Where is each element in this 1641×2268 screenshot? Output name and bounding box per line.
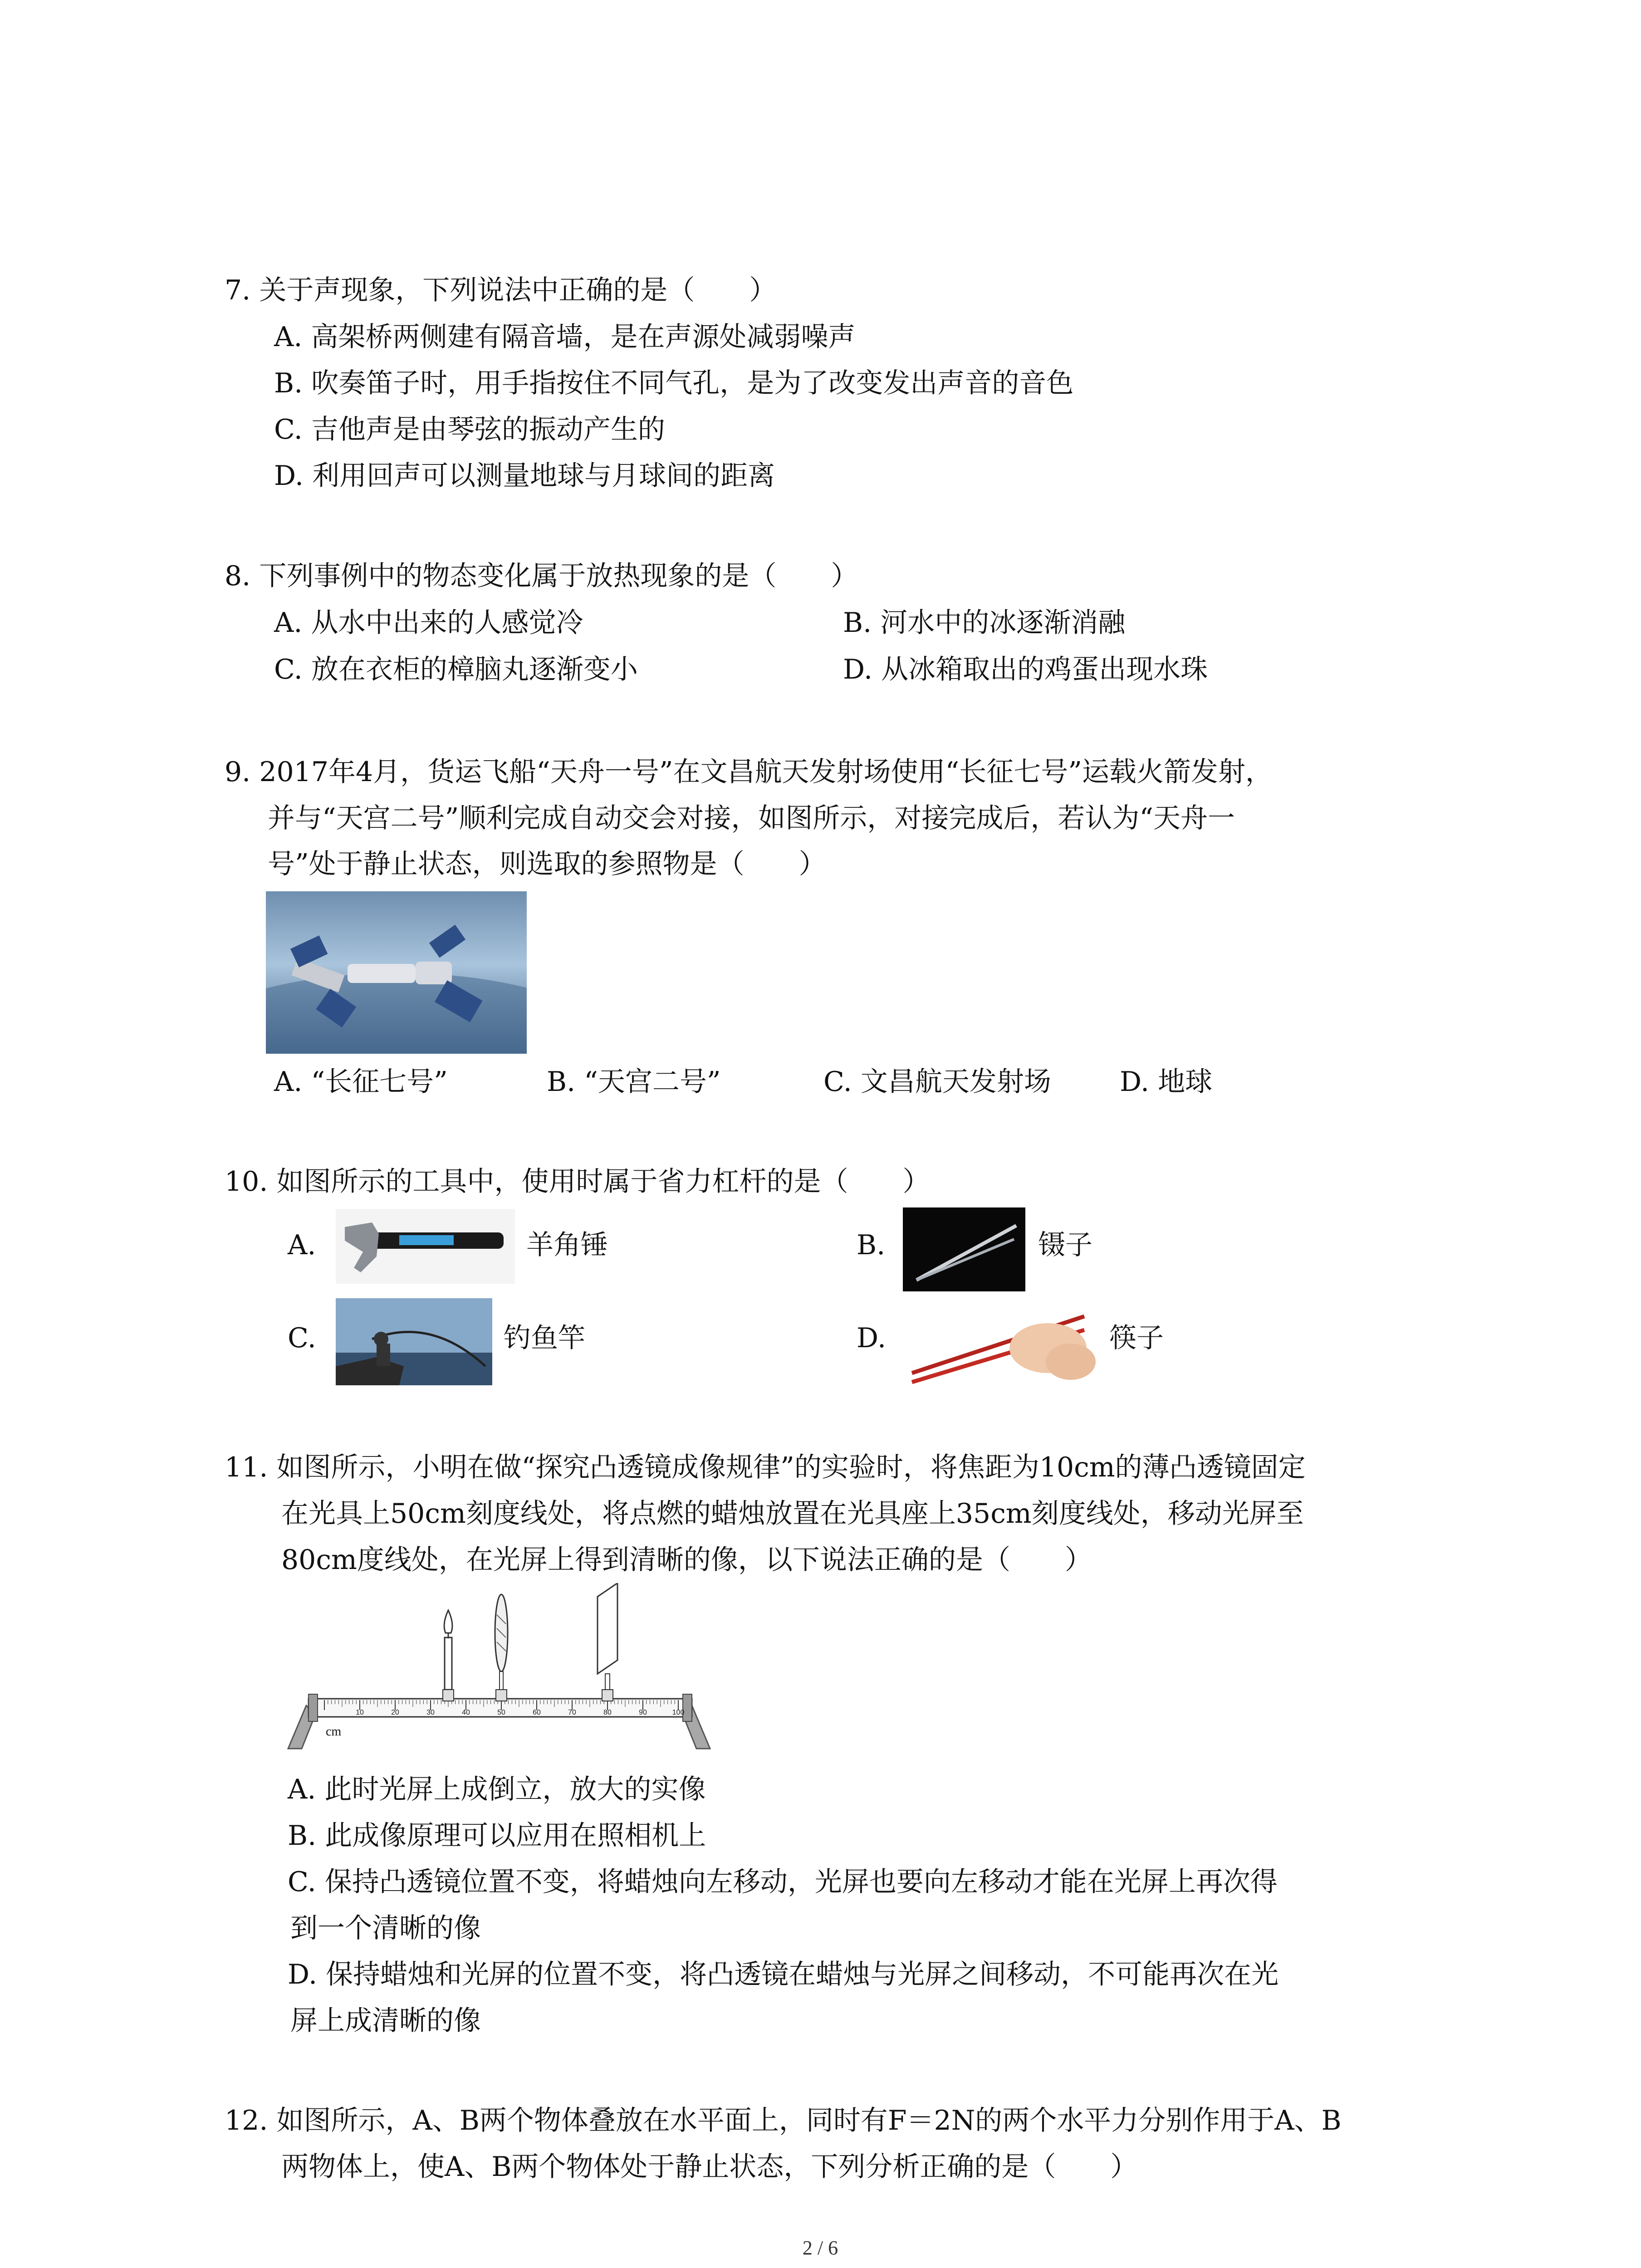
q9-option-d: D. 地球 [1120,1066,1213,1098]
bench-tick-label: 60 [533,1709,541,1716]
bench-unit-label: cm [326,1725,342,1739]
q10-caption-c: 钓鱼竿 [504,1322,585,1354]
optical-bench-diagram [281,1583,724,1753]
bench-tick-label: 30 [426,1709,435,1716]
q10-option-c: C. [288,1322,316,1354]
space-station-photo [266,891,527,1054]
q8-option-c: C. 放在衣柜的樟脑丸逐渐变小 [274,654,638,685]
q8-option-b: B. 河水中的冰逐渐消融 [843,607,1126,639]
chopsticks-image [903,1298,1102,1391]
q9-option-b: B. “天宫二号” [547,1066,721,1098]
q11-option-d-line-1: D. 保持蜡烛和光屏的位置不变，将凸透镜在蜡烛与光屏之间移动，不可能再次在光 [288,1959,1279,1990]
q9-stem-line-2: 并与“天宫二号”顺利完成自动交会对接，如图所示，对接完成后，若认为“天舟一 [268,802,1235,834]
q7-option-c: C. 吉他声是由琴弦的振动产生的 [274,414,665,445]
bench-tick-label: 20 [391,1709,399,1716]
q9-option-a: A. “长征七号” [274,1066,448,1098]
hammer-image [336,1209,515,1284]
q9-stem-line-3: 号”处于静止状态，则选取的参照物是（ ） [268,848,826,880]
q7-option-d: D. 利用回声可以测量地球与月球间的距离 [274,460,775,492]
q11-stem-line-1: 11. 如图所示，小明在做“探究凸透镜成像规律”的实验时，将焦距为10cm的薄凸透镜固定 [225,1452,1306,1483]
q8-option-d: D. 从冰箱取出的鸡蛋出现水珠 [843,654,1208,685]
q11-option-d-line-2: 屏上成清晰的像 [290,2005,481,2037]
bench-tick-label: 80 [603,1709,612,1716]
q11-stem-line-2: 在光具上50cm刻度线处，将点燃的蜡烛放置在光具座上35cm刻度线处，移动光屏至 [281,1498,1304,1530]
tweezers-image [903,1207,1025,1291]
q10-option-a: A. [288,1229,316,1261]
q11-stem-line-3: 80cm度线处，在光屏上得到清晰的像，以下说法正确的是（ ） [281,1544,1092,1576]
bench-tick-label: 70 [568,1709,576,1716]
q10-caption-b: 镊子 [1038,1229,1092,1261]
bench-tick-label: 50 [497,1709,505,1716]
q7-option-b: B. 吹奏笛子时，用手指按住不同气孔，是为了改变发出声音的音色 [274,367,1074,399]
q10-option-b: B. [857,1229,886,1261]
q7-stem: 7. 关于声现象，下列说法中正确的是（ ） [225,274,777,306]
bench-tick-label: 40 [462,1709,470,1716]
q10-caption-d: 筷子 [1109,1322,1164,1354]
q12-stem-line-2: 两物体上，使A、B两个物体处于静止状态，下列分析正确的是（ ） [281,2151,1138,2183]
q8-option-a: A. 从水中出来的人感觉冷 [274,607,583,639]
q8-stem: 8. 下列事例中的物态变化属于放热现象的是（ ） [225,560,858,592]
candle [443,1610,454,1701]
space-station-image [266,891,527,1054]
bench-tick-label: 100 [672,1709,685,1716]
q10-caption-a: 羊角锤 [526,1229,608,1261]
q11-option-c-line-1: C. 保持凸透镜位置不变，将蜡烛向左移动，光屏也要向左移动才能在光屏上再次得 [288,1866,1278,1898]
q7-option-a: A. 高架桥两侧建有隔音墙，是在声源处减弱噪声 [274,321,856,353]
q11-option-a: A. 此时光屏上成倒立，放大的实像 [288,1774,706,1805]
q10-stem: 10. 如图所示的工具中，使用时属于省力杠杆的是（ ） [225,1166,930,1198]
page-number: 2 / 6 [802,2237,838,2259]
fishing-rod-image [336,1298,492,1385]
q9-stem-line-1: 9. 2017年4月，货运飞船“天舟一号”在文昌航天发射场使用“长征七号”运载火箭发射， [225,756,1273,788]
bench-tick-label: 90 [639,1709,647,1716]
optical-bench-svg [281,1583,724,1753]
q12-stem-line-1: 12. 如图所示，A、B两个物体叠放在水平面上，同时有F＝2N的两个水平力分别作用于A、B [225,2105,1342,2136]
q9-option-c: C. 文昌航天发射场 [823,1066,1051,1098]
convex-lens [495,1594,508,1701]
q11-option-b: B. 此成像原理可以应用在照相机上 [288,1820,706,1852]
bench-tick-label: 10 [356,1709,364,1716]
light-screen [598,1583,617,1701]
q10-option-d: D. [857,1322,887,1354]
q11-option-c-line-2: 到一个清晰的像 [290,1912,481,1944]
